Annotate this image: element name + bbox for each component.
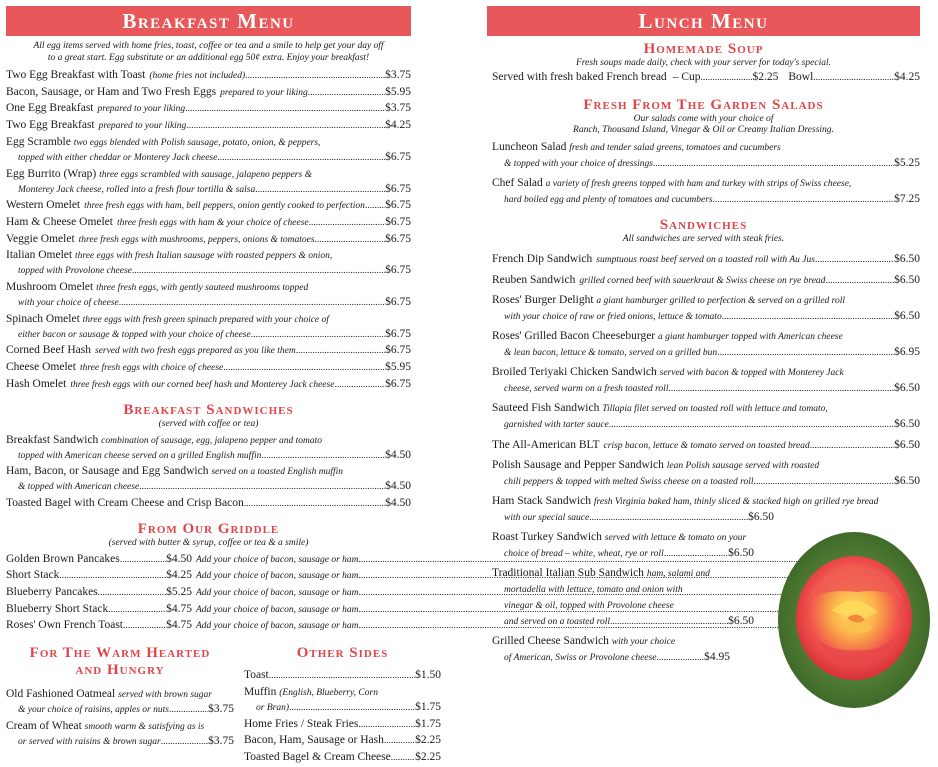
menu-item: Luncheon Salad fresh and tender salad greens, tomatoes and cucumbers & topped with your choice of dressings ..... $5.25 xyxy=(492,140,920,172)
rose-image xyxy=(777,530,932,710)
sandwiches-heading: Sandwiches xyxy=(659,217,748,233)
menu-item: Ham & Cheese Omelet three fresh eggs with ham & your choice of cheese ..... $6.75 xyxy=(6,215,411,232)
other-sides-section xyxy=(244,645,441,767)
menu-item: Hash Omelet three fresh eggs with our corned beef hash and Monterey Jack cheese ..... $6.75 xyxy=(6,377,411,394)
menu-item: Short Stack ..... $4.25 Add your choice of bacon, sausage or ham ..... xyxy=(6,568,411,585)
menu-item: Breakfast Sandwich combination of sausage, egg, jalapeno pepper and tomato topped with American cheese served on a grilled English muffin ..... $4.50 xyxy=(6,433,411,465)
menu-item: Blueberry Short Stack ..... $4.75 Add your choice of bacon, sausage or ham ..... xyxy=(6,602,411,619)
menu-item: Polish Sausage and Pepper Sandwich lean Polish sausage served with roasted chili peppers & topped with melted Swiss cheese on a toasted roll ..... $6.50 xyxy=(492,458,920,490)
menu-item: One Egg Breakfast prepared to your liking ..... $3.75 xyxy=(6,101,411,118)
menu-item: Toast ..... $1.50 xyxy=(244,668,441,685)
salads-list xyxy=(487,140,920,208)
menu-item: Grilled Cheese Sandwich with your choice of American, Swiss or Provolone cheese ..... $4.95 xyxy=(492,634,730,666)
menu-item: Cream of Wheat smooth warm & satisfying as is or served with raisins & brown sugar ..... $3.75 xyxy=(6,719,234,751)
breakfast-list xyxy=(6,68,411,394)
soup-heading: Homemade Soup xyxy=(643,41,764,57)
menu-item: Western Omelet three fresh eggs with ham, bell peppers, onion gently cooked to perfection ..... $6.75 xyxy=(6,198,411,215)
menu-item: French Dip Sandwich sumptuous roast beef served on a toasted roll with Au Jus ..... $6.50 xyxy=(492,251,920,269)
salads-sub: Our salads come with your choice of xyxy=(633,114,774,124)
menu-item: Home Fries / Steak Fries ..... $1.75 xyxy=(244,717,441,734)
lunch-banner: Lunch Menu xyxy=(487,6,920,36)
menu-item: The All-American BLT crisp bacon, lettuce & tomato served on toasted bread ..... $6.50 xyxy=(492,437,920,455)
menu-item: Roses' Grilled Bacon Cheeseburger a giant hamburger topped with American cheese & lean bacon, lettuce & tomato, served on a grilled bun ..... $6.95 xyxy=(492,329,920,361)
menu-item: Two Egg Breakfast prepared to your liking ..... $4.25 xyxy=(6,118,411,135)
warm-hearted-heading: For The Warm Hearted and Hungry xyxy=(29,645,211,679)
menu-item: Golden Brown Pancakes ..... $4.50 Add your choice of bacon, sausage or ham ..... xyxy=(6,552,411,569)
menu-item: Mushroom Omelet three fresh eggs, with gently sauteed mushrooms topped with your choice of cheese ..... $6.75 xyxy=(6,280,411,312)
other-sides-heading: Other Sides xyxy=(296,645,389,662)
menu-item: Ham Stack Sandwich fresh Virginia baked ham, thinly sliced & stacked high on grilled rye bread with our special sauce ..... $6.50 xyxy=(492,494,920,526)
menu-item: Traditional Italian Sub Sandwich ham, salami and mortadella with lettuce, tomato and onion with vinegar & oil, topped with Provolone cheese and served on a toasted roll ..... $6.50 xyxy=(492,566,754,630)
bottom-sections xyxy=(6,645,441,767)
warm-hearted-section xyxy=(6,645,234,767)
menu-item: Corned Beef Hash served with two fresh eggs prepared as you like them ..... $6.75 xyxy=(6,343,411,360)
salads-heading: Fresh From The Garden Salads xyxy=(583,97,824,113)
breakfast-intro: All egg items served with home fries, toast, coffee or tea and a smile to help get your day off to a great start. Egg substitute or an additional egg 50¢ extra. Enjoy your breakfast! xyxy=(33,41,384,63)
menu-item: Ham, Bacon, or Sausage and Egg Sandwich served on a toasted English muffin & topped with American cheese ..... $4.50 xyxy=(6,464,411,496)
menu-item: Egg Scramble two eggs blended with Polish sausage, potato, onion, & peppers, topped with either cheddar or Monterey Jack cheese ..... $6.75 xyxy=(6,135,411,167)
soup-line: Served with fresh baked French bread – Cup ..... $2.25 Bowl ..... $4.25 xyxy=(487,69,920,87)
menu-item: Chef Salad a variety of fresh greens topped with ham and turkey with strips of Swiss cheese, hard boiled egg and plenty of tomatoes and cucumbers ..... $7.25 xyxy=(492,176,920,208)
breakfast-column xyxy=(6,6,441,767)
menu-item: Sauteed Fish Sandwich Tillapia filet served on toasted roll with lettuce and tomato, garnished with tarter sauce ..... $6.50 xyxy=(492,401,920,433)
menu-item: Roast Turkey Sandwich served with lettuce & tomato on your choice of bread – white, wheat, rye or roll ..... $6.50 xyxy=(492,530,754,562)
breakfast-sandwiches-heading: Breakfast Sandwiches xyxy=(123,401,294,418)
menu-item: Reuben Sandwich grilled corned beef with sauerkraut & Swiss cheese on rye bread ..... $6.50 xyxy=(492,272,920,290)
menu-item: Muffin (English, Blueberry, Corn or Bran) ..... $1.75 xyxy=(244,685,441,717)
menu-item: Veggie Omelet three fresh eggs with mushrooms, peppers, onions & tomatoes ..... $6.75 xyxy=(6,232,411,249)
menu-item: Bacon, Ham, Sausage or Hash ..... $2.25 xyxy=(244,733,441,750)
menu-item: Toasted Bagel with Cream Cheese and Crisp Bacon ..... $4.50 xyxy=(6,496,411,513)
menu-item: Toasted Bagel & Cream Cheese ..... $2.25 xyxy=(244,750,441,767)
griddle-sub: (served with butter & syrup, coffee or tea & a smile) xyxy=(108,537,309,548)
menu-item: Spinach Omelet three eggs with fresh green spinach prepared with your choice of either bacon or sausage & topped with your choice of cheese ..... $6.75 xyxy=(6,312,411,344)
menu-item: Blueberry Pancakes ..... $5.25 Add your choice of bacon, sausage or ham ..... xyxy=(6,585,411,602)
griddle-list xyxy=(6,552,411,636)
breakfast-banner: Breakfast Menu xyxy=(6,6,411,36)
menu-item: Two Egg Breakfast with Toast (home fries not included) ..... $3.75 xyxy=(6,68,411,85)
griddle-heading: From Our Griddle xyxy=(137,520,280,537)
menu-item: Italian Omelet three eggs with fresh Italian sausage with roasted peppers & onion, topped with Provolone cheese ..... $6.75 xyxy=(6,248,411,280)
menu-item: Bacon, Sausage, or Ham and Two Fresh Eggs prepared to your liking ..... $5.95 xyxy=(6,85,411,102)
breakfast-sandwiches-sub: (served with coffee or tea) xyxy=(158,418,259,429)
soup-sub: Fresh soups made daily, check with your server for today's special. xyxy=(576,58,831,68)
menu-item: Cheese Omelet three fresh eggs with choice of cheese ..... $5.95 xyxy=(6,360,411,377)
menu-item: Old Fashioned Oatmeal served with brown sugar & your choice of raisins, apples or nuts ..... $3.75 xyxy=(6,687,234,719)
menu-item: Egg Burrito (Wrap) three eggs scrambled with sausage, jalapeno peppers & Monterey Jack cheese, rolled into a fresh flour tortilla & salsa ..... $6.75 xyxy=(6,167,411,199)
menu-item: Broiled Teriyaki Chicken Sandwich served with bacon & topped with Monterey Jack cheese, served warm on a fresh toasted roll ..... $6.50 xyxy=(492,365,920,397)
sandwiches-sub: All sandwiches are served with steak fries. xyxy=(622,234,785,244)
menu-item: Roses' Own French Toast ..... $4.75 Add your choice of bacon, sausage or ham ..... xyxy=(6,618,411,635)
menu-item: Roses' Burger Delight a giant hamburger grilled to perfection & served on a grilled roll with your choice of raw or fried onions, lettuce & tomato ..... $6.50 xyxy=(492,293,920,325)
salads-sub-2: Ranch, Thousand Island, Vinegar & Oil or Creamy Italian Dressing. xyxy=(573,125,834,135)
